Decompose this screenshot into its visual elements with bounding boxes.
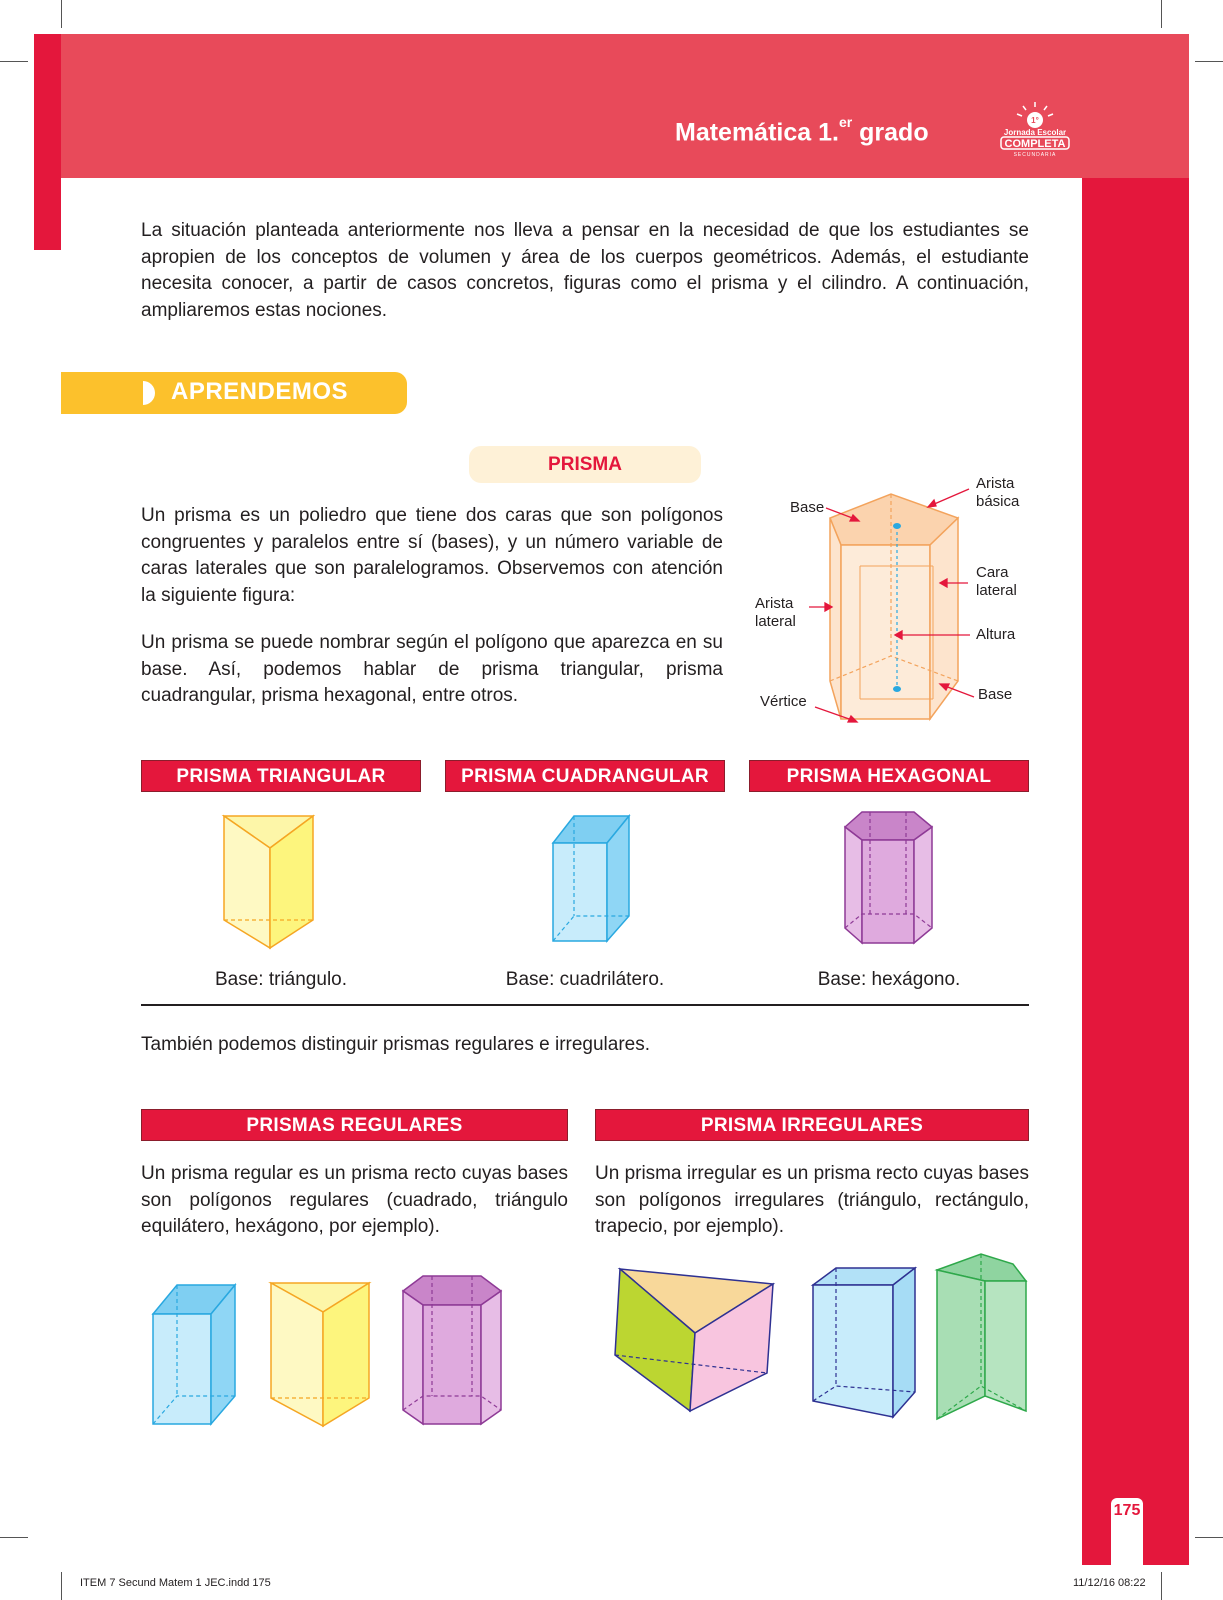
- section-banner-label: APRENDEMOS: [171, 378, 349, 405]
- svg-text:COMPLETA: COMPLETA: [1004, 138, 1066, 150]
- footer-file-info: ITEM 7 Secund Matem 1 JEC.indd 175: [80, 1577, 271, 1589]
- label-vertice: Vértice: [760, 693, 807, 710]
- irregulares-text: Un prisma irregular es un prisma recto cuyas bases son polígonos irregulares (triángulo, rectángulo, trapecio, por ejemplo).: [595, 1163, 1030, 1237]
- svg-text:Jornada Escolar: Jornada Escolar: [1003, 128, 1067, 137]
- caption-cuadrangular: Base: cuadrilátero.: [505, 969, 665, 990]
- prisma-cuadrangular-heading: PRISMA CUADRANGULAR: [445, 760, 725, 792]
- prisma-hexagonal-heading: PRISMA HEXAGONAL: [749, 760, 1029, 792]
- svg-text:1°: 1°: [1031, 116, 1039, 125]
- prisma-definition: Un prisma es un poliedro que tiene dos caras que son polígonos congruentes y paralelos entre sí (bases), y un número variable de caras laterales que son paralelogramos. Observemos con atención la siguiente figura:: [141, 505, 723, 606]
- caption-hexagonal: Base: hexágono.: [817, 969, 961, 990]
- label-arista-basica: Arista básica: [976, 475, 1020, 510]
- distinguish-text: También podemos distinguir prismas regulares e irregulares.: [141, 1034, 651, 1055]
- prismas-regulares-heading: PRISMAS REGULARES: [141, 1109, 568, 1141]
- label-cara-lateral: Cara lateral: [976, 564, 1017, 599]
- label-base-bottom: Base: [978, 686, 1013, 703]
- svg-text:SECUNDARIA: SECUNDARIA: [1013, 152, 1057, 158]
- caption-triangular: Base: triángulo.: [214, 969, 348, 990]
- label-altura: Altura: [976, 626, 1016, 643]
- prisma-heading: PRISMA: [469, 446, 701, 483]
- page-number: 175: [1113, 1502, 1141, 1519]
- irregular-trapezoid-prism: [937, 1254, 1026, 1419]
- label-arista-lateral: Arista lateral: [755, 595, 796, 630]
- prisma-triangular-heading: PRISMA TRIANGULAR: [141, 760, 421, 792]
- page-title: Matemática 1.$^{er}$ grado: [675, 114, 929, 147]
- intro-paragraph: La situación planteada anteriormente nos lleva a pensar en la necesidad de que los estudiantes se apropien de los conceptos de volumen y área de los cuerpos geométricos. Además, el estudiante necesita conocer, a partir de casos concretos, figuras como el prisma y el cilindro. A continuación, ampliaremos estas nociones.: [141, 220, 1029, 321]
- prisma-naming: Un prisma se puede nombrar según el polígono que aparezca en su base. Así, podemos hablar de prisma triangular, prisma cuadrangular, prisma hexagonal, entre otros.: [141, 632, 723, 706]
- irregular-triangular-prism: [615, 1269, 773, 1411]
- irregular-rectangular-prism: [813, 1268, 915, 1417]
- regulares-text: Un prisma regular es un prisma recto cuyas bases son polígonos regulares (cuadrado, triángulo equilátero, hexágono, por ejemplo).: [141, 1163, 568, 1237]
- footer-timestamp: 11/12/16 08:22: [1073, 1577, 1146, 1589]
- label-base-top: Base: [790, 499, 825, 516]
- prismas-irregulares-heading: PRISMA IRREGULARES: [595, 1109, 1029, 1141]
